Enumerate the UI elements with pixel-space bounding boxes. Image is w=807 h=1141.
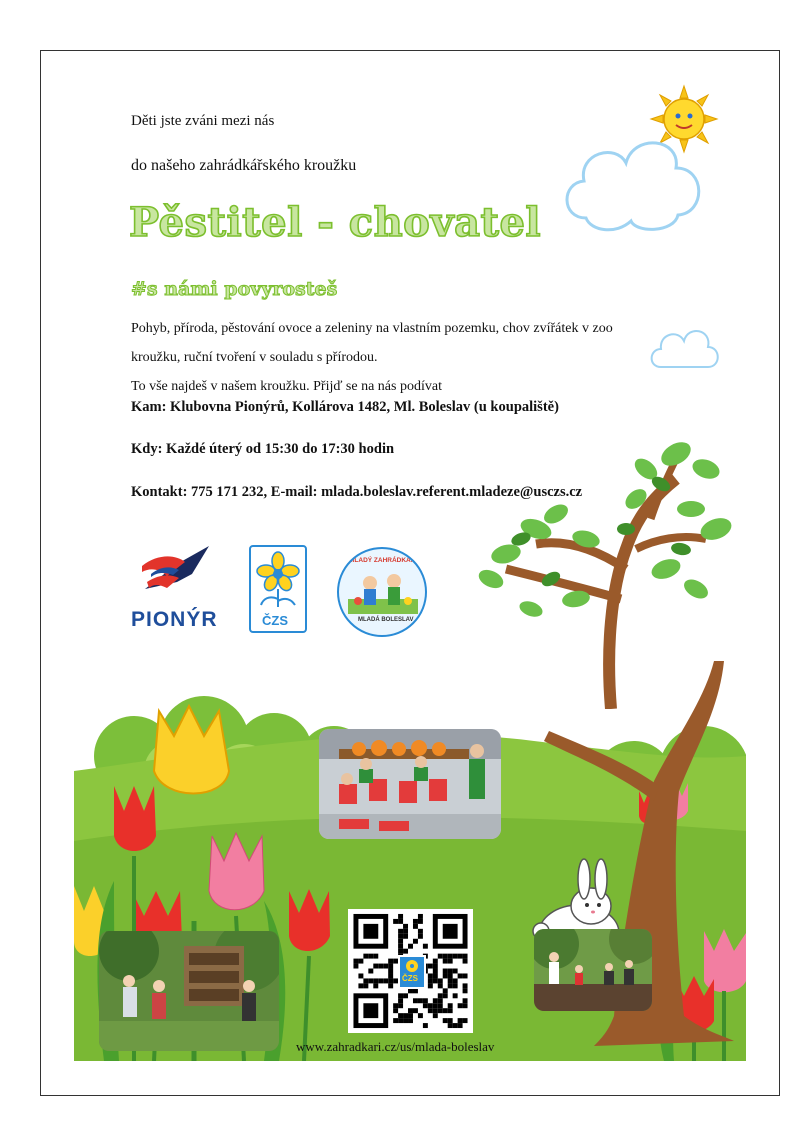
description-line: kroužku, ruční tvoření v souladu s přírodou. (131, 350, 378, 365)
pionyr-logo (129, 544, 224, 639)
cloud-icon (556, 123, 711, 238)
tree-illustration (436, 429, 736, 709)
contact-info: Kontakt: 775 171 232, E-mail: mlada.boleslav.referent.mladeze@usczs.cz (131, 484, 583, 500)
flyer-title: Pěstitel - chovatel (129, 199, 542, 246)
time-info: Kdy: Každé úterý od 15:30 do 17:30 hodin (131, 441, 395, 457)
intro-line-1: Děti jste zváni mezi nás (131, 113, 275, 129)
hashtag: #s námi povyrosteš (131, 278, 338, 300)
qr-center-label: ČZS (402, 974, 418, 983)
mlady-zahradkar-logo (337, 547, 427, 637)
description-line: To vše najdeš v našem kroužku. Přijď se na nás podívat (131, 379, 442, 394)
website-link[interactable]: www.zahradkari.cz/us/mlada-boleslav (296, 1039, 495, 1054)
description (131, 314, 731, 401)
location-info: Kam: Klubovna Pionýrů, Kollárova 1482, Ml. Boleslav (u koupaliště) (131, 399, 559, 415)
description-line: Pohyb, příroda, pěstování ovoce a zeleniny na vlastním pozemku, chov zvířátek v zoo (131, 321, 613, 336)
qr-code[interactable] (348, 909, 473, 1033)
photo-group-kids (319, 729, 501, 839)
mlady-bottom-label: MLADÁ BOLESLAV (358, 617, 414, 623)
mlady-top-label: MLADÝ ZAHRÁDKÁŘ (349, 557, 416, 564)
photo-garden-work (534, 929, 652, 1011)
qr-center-logo (398, 955, 426, 989)
flyer-page (40, 50, 780, 1096)
czs-logo (249, 545, 307, 633)
czs-label: ČZS (262, 613, 288, 628)
pionyr-label: PIONÝR (131, 608, 218, 631)
photo-insect-hotel (99, 931, 279, 1051)
intro-line-2: do našeho zahrádkářského kroužku (131, 157, 357, 174)
